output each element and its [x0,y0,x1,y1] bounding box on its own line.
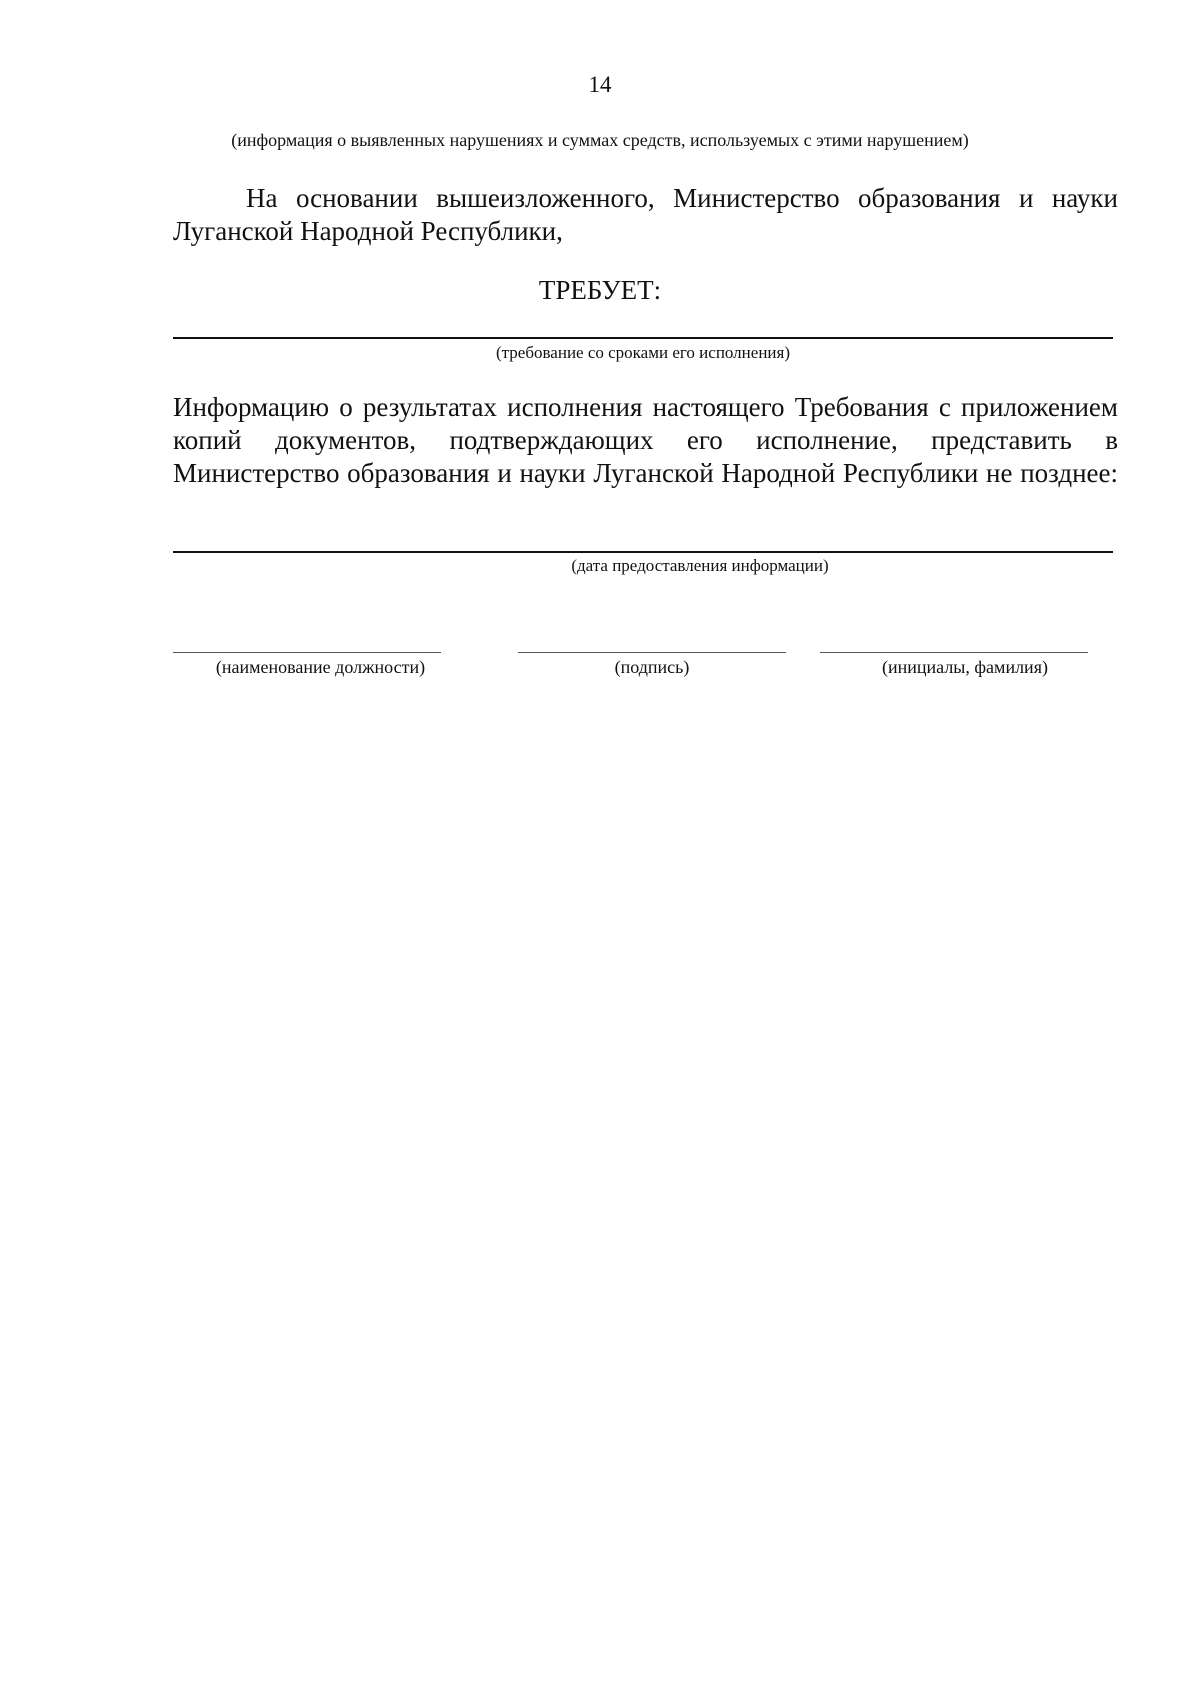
signature-fill-line [518,652,786,653]
position-caption: (наименование должности) [215,657,426,677]
date-fill-line [173,551,1113,553]
name-fill-line [820,652,1088,653]
page-number: 14 [588,72,612,97]
name-caption: (инициалы, фамилия) [882,657,1048,677]
position-fill-line [173,652,441,653]
signature-caption: (подпись) [614,657,690,677]
body-paragraph: Информацию о результатах исполнения настоящего Требования с приложением копий документов, подтверждающих его исполнение, представить в Министерство образования и науки Луганской Народной Республики не позднее: [173,392,1118,488]
intro-paragraph: На основании вышеизложенного, Министерство образования и науки Луганской Народной Республики, [173,183,1118,246]
requirement-fill-line [173,337,1113,339]
requirement-caption: (требование со сроками его исполнения) [496,343,790,362]
violations-caption: (информация о выявленных нарушениях и суммах средств, используемых с этими нарушением) [231,130,969,150]
requirement-heading: ТРЕБУЕТ: [538,275,662,305]
date-caption: (дата предоставления информации) [571,556,829,575]
